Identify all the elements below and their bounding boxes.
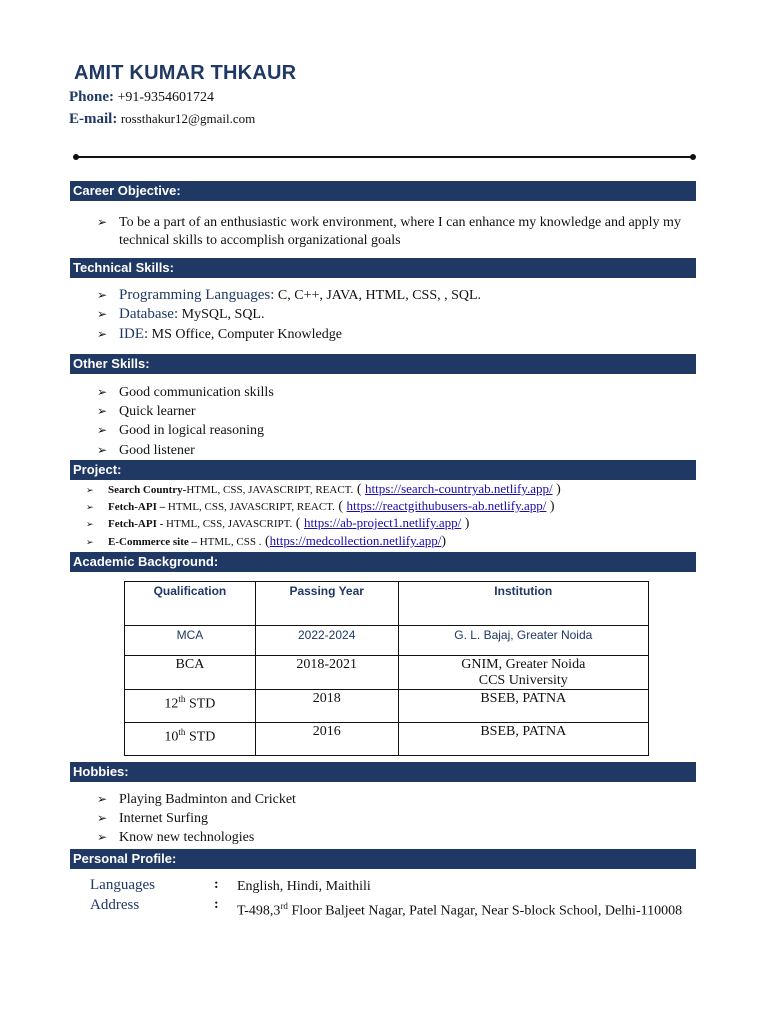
project-open-paren: ( xyxy=(353,482,365,497)
skill-label: Database: xyxy=(119,306,179,322)
skill-value: MySQL, SQL. xyxy=(178,307,265,322)
other-skill: Good listener xyxy=(119,443,195,458)
arrow-bullet-icon: ➢ xyxy=(97,830,108,844)
email-line xyxy=(69,111,255,128)
project-tech: HTML, CSS, JAVASCRIPT. xyxy=(166,518,293,530)
email-value[interactable]: rossthakur12@gmail.com xyxy=(120,111,256,126)
divider-dot-right xyxy=(690,154,696,160)
hobby: Playing Badminton and Cricket xyxy=(119,792,296,807)
other-skill: Good communication skills xyxy=(119,385,274,400)
career-objective-text xyxy=(97,213,687,250)
section-technical-skills: Technical Skills: xyxy=(70,258,696,278)
phone-label: Phone: xyxy=(69,89,114,105)
project-open-paren: ( xyxy=(292,516,304,531)
section-career-objective: Career Objective: xyxy=(70,181,696,201)
qualification-cell xyxy=(125,723,256,756)
phone-value: +91-9354601724 xyxy=(117,90,215,105)
address-value xyxy=(237,897,697,921)
project-tech: HTML, CSS . xyxy=(199,536,262,548)
other-skill: Quick learner xyxy=(119,404,196,419)
qualification-number: 12 xyxy=(164,696,179,712)
project-item xyxy=(86,515,469,533)
address-colon: : xyxy=(214,897,219,912)
arrow-bullet-icon: ➢ xyxy=(97,811,108,825)
arrow-bullet-icon: ➢ xyxy=(97,307,108,321)
qualification-rest: STD xyxy=(185,729,216,745)
qualification-suffix: th xyxy=(178,727,186,737)
arrow-bullet-icon: ➢ xyxy=(86,486,94,496)
list-item xyxy=(97,325,342,344)
list-item xyxy=(97,383,274,402)
qualification-cell xyxy=(125,690,256,723)
arrow-bullet-icon: ➢ xyxy=(86,520,94,530)
table-row xyxy=(125,723,649,756)
divider-dot-left xyxy=(73,154,79,160)
email-label: E-mail: xyxy=(69,111,118,127)
project-open-paren: ( xyxy=(334,499,347,514)
section-project: Project: xyxy=(70,460,696,480)
arrow-bullet-icon: ➢ xyxy=(97,423,108,437)
section-personal-profile: Personal Profile: xyxy=(70,849,696,869)
project-link[interactable]: https://medcollection.netlify.app/ xyxy=(269,533,442,548)
table-row xyxy=(125,656,649,690)
list-item xyxy=(97,828,254,847)
arrow-bullet-icon: ➢ xyxy=(97,404,108,418)
list-item xyxy=(97,421,264,440)
project-item xyxy=(86,481,561,499)
address-part: Floor Baljeet Nagar, Patel Nagar, Near S-block School, Delhi-110008 xyxy=(287,903,683,919)
arrow-bullet-icon: ➢ xyxy=(97,215,108,229)
year-cell: 2018-2021 xyxy=(255,656,398,690)
institution-cell xyxy=(398,656,648,690)
phone-line xyxy=(69,89,214,106)
address-part: T-498,3 xyxy=(237,903,281,919)
project-name: Search Country- xyxy=(108,484,187,496)
qualification-number: 10 xyxy=(164,729,179,745)
year-cell: 2016 xyxy=(255,723,398,756)
project-item xyxy=(86,533,446,551)
column-header: Institution xyxy=(398,582,648,626)
section-academic-background: Academic Background: xyxy=(70,552,696,572)
languages-label: Languages xyxy=(90,877,155,893)
arrow-bullet-icon: ➢ xyxy=(97,327,108,341)
institution-cell: G. L. Bajaj, Greater Noida xyxy=(398,626,648,656)
qualification-rest: STD xyxy=(185,696,216,712)
year-cell: 2022-2024 xyxy=(255,626,398,656)
languages-value: English, Hindi, Maithili xyxy=(237,879,371,894)
arrow-bullet-icon: ➢ xyxy=(97,443,108,457)
project-link[interactable]: https://ab-project1.netlify.app/ xyxy=(303,515,462,530)
list-item xyxy=(97,402,196,421)
other-skill: Good in logical reasoning xyxy=(119,423,265,438)
arrow-bullet-icon: ➢ xyxy=(97,288,108,302)
table-header-row xyxy=(125,582,649,626)
arrow-bullet-icon: ➢ xyxy=(97,385,108,399)
languages-colon: : xyxy=(214,877,219,892)
project-name: Fetch-API - xyxy=(108,518,167,530)
project-name: Fetch-API – xyxy=(108,501,168,513)
project-item xyxy=(86,498,555,516)
skill-value: C, C++, JAVA, HTML, CSS, , SQL. xyxy=(274,288,482,303)
qualification-cell: MCA xyxy=(125,626,256,656)
year-cell: 2018 xyxy=(255,690,398,723)
project-close-paren: ) xyxy=(441,534,447,549)
table-row xyxy=(125,626,649,656)
list-item xyxy=(97,441,195,460)
address-sup: rd xyxy=(280,901,288,911)
project-close-paren: ) xyxy=(552,482,561,497)
project-close-paren: ) xyxy=(546,499,555,514)
table-row xyxy=(125,690,649,723)
column-header: Qualification xyxy=(125,582,256,626)
candidate-name: AMIT KUMAR THKAUR xyxy=(74,62,297,84)
academic-table xyxy=(124,581,649,756)
hobby: Know new technologies xyxy=(119,830,255,845)
project-close-paren: ) xyxy=(461,516,470,531)
arrow-bullet-icon: ➢ xyxy=(86,538,94,548)
project-name: E-Commerce site – xyxy=(108,536,200,548)
institution-line: CCS University xyxy=(478,673,568,688)
list-item xyxy=(97,790,296,809)
project-open-paren: ( xyxy=(261,534,270,549)
skill-label: Programming Languages: xyxy=(119,287,275,303)
section-hobbies: Hobbies: xyxy=(70,762,696,782)
skill-value: MS Office, Computer Knowledge xyxy=(148,327,342,342)
arrow-bullet-icon: ➢ xyxy=(97,792,108,806)
list-item xyxy=(97,305,265,324)
project-link[interactable]: https://search-countryab.netlify.app/ xyxy=(364,481,553,496)
list-item xyxy=(97,809,208,828)
column-header: Passing Year xyxy=(255,582,398,626)
institution-line: GNIM, Greater Noida xyxy=(461,657,586,672)
list-item xyxy=(97,286,481,305)
hobby: Internet Surfing xyxy=(119,811,209,826)
institution-cell: BSEB, PATNA xyxy=(398,723,648,756)
project-tech: HTML, CSS, JAVASCRIPT, REACT. xyxy=(186,484,354,496)
header-divider xyxy=(75,156,693,158)
career-objective-value: To be a part of an enthusiastic work environment, where I can enhance my knowledge and apply my technical skills to accomplish organizational goals xyxy=(119,215,681,248)
project-link[interactable]: https://reactgithubusers-ab.netlify.app/ xyxy=(346,498,547,513)
institution-cell: BSEB, PATNA xyxy=(398,690,648,723)
address-label: Address xyxy=(90,897,140,913)
section-other-skills: Other Skills: xyxy=(70,354,696,374)
skill-label: IDE: xyxy=(119,326,149,342)
arrow-bullet-icon: ➢ xyxy=(86,503,94,513)
qualification-suffix: th xyxy=(178,694,186,704)
qualification-cell: BCA xyxy=(125,656,256,690)
project-tech: HTML, CSS, JAVASCRIPT, REACT. xyxy=(167,501,335,513)
